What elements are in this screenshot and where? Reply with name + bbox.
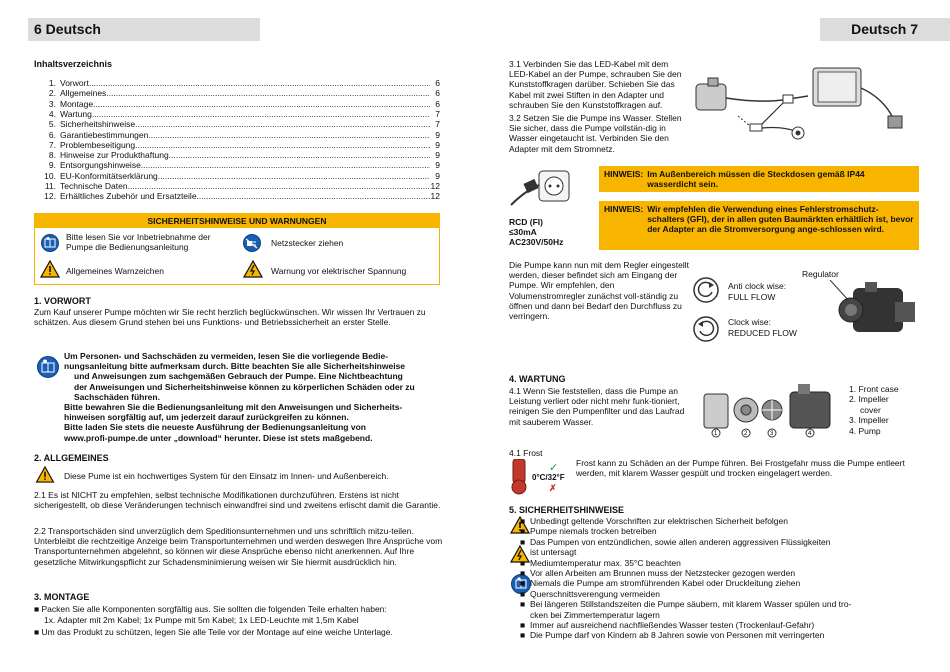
- parts-list-item: 4. Pump: [849, 425, 881, 436]
- bullet-icon: ■: [520, 588, 526, 599]
- bullet-icon: ■: [520, 630, 526, 641]
- bullet-icon: ■: [520, 578, 526, 589]
- toc-dots: [135, 140, 430, 150]
- toc-item: [38, 99, 440, 109]
- safety-list-text: Bei längeren Stillstandszeiten die Pumpe säubern, mit klarem Wasser spülen und tro-: [530, 599, 852, 610]
- cross-icon: ✗: [549, 483, 557, 493]
- page-header-right: Deutsch 7: [820, 18, 950, 41]
- toc-item-page: 9: [435, 170, 440, 181]
- regulator-label: Regulator: [802, 269, 839, 279]
- toc-item-label: Entsorgungshinweise: [60, 160, 141, 171]
- montage-heading: 3. MONTAGE: [34, 592, 90, 602]
- safety-list-item: [520, 610, 920, 620]
- hinweis-text: Im Außenbereich müssen die Steckdosen gemäß IP44 wasserdicht sein.: [647, 169, 865, 190]
- vorwort-bold-line: und Anweisungen zum sachgemäßen Gebrauch der Pumpe. Eine Nichtbeachtung: [74, 371, 403, 382]
- hinweis-box-2: [599, 201, 919, 250]
- toc-item-number: 9.: [48, 160, 56, 171]
- check-icon: ✓: [549, 462, 559, 474]
- toc-dots: [148, 130, 430, 140]
- toc-item-page: 7: [435, 108, 440, 119]
- toc-item-number: 10.: [44, 170, 56, 181]
- general-warning-icon: [35, 466, 55, 485]
- parts-list: [849, 384, 899, 436]
- toc-dots: [169, 150, 430, 160]
- vorwort-bold-line: www.profi-pumpe.de unter „download“ herunter. Diese ist stets maßgebend.: [64, 432, 373, 443]
- read-manual-text: Bitte lesen Sie vor Inbetriebnahme der Pumpe die Bedienungsanleitung: [66, 232, 211, 253]
- toc-item-label: Garantiebestimmungen: [60, 129, 149, 140]
- general-warning-text: Allgemeines Warnzeichen: [66, 266, 164, 276]
- frost-label: 4.1 Frost: [509, 448, 543, 458]
- allgemeines-p22: 2.2 Transportschäden sind unverzüglich dem Speditionsunternehmen und uns schriftlich mitzu-teilen. Unterbleibt die rechtzeitige Anzeige beim Transportunternehmen und werden deswegen Ihre Ansprüche vom Transportunternehmen abgelehnt, so können wir diese Ansprüche ebenso nicht anerkennen. Auf Ihre gesetzliche Mitwirkungspflicht zur Schadensminimierung weisen wir Sie hiermit ausdrücklich hin.: [34, 526, 443, 567]
- montage-p32: 3.2 Setzen Sie die Pumpe ins Wasser. Stellen Sie sicher, dass die Pumpe vollstän-dig in Wasser eingetaucht ist. Verbinden Sie den Adapter mit dem Stromnetz.: [509, 113, 682, 154]
- toc-dots: [93, 99, 430, 109]
- montage-p31: 3.1 Verbinden Sie das LED-Kabel mit dem LED-Kabel an der Pumpe, schrauben Sie den Kunststoffkragen darüber. Schieben Sie das Kabel mit zwei Stiften in den Adapter und schrauben Sie den Kunststoffkragen auf.: [509, 59, 682, 110]
- hinweis-key: HINWEIS:: [604, 169, 644, 179]
- electric-warning-text: Warnung vor elektrischer Spannung: [271, 266, 407, 276]
- safety-list-text: ist untersagt: [530, 547, 577, 558]
- safety-list-item: [520, 578, 920, 588]
- vorwort-heading: 1. VORWORT: [34, 296, 91, 306]
- toc-dots: [158, 171, 430, 181]
- safety-list-text: Pumpe niemals trocken betreiben: [530, 526, 657, 537]
- toc-item-number: 7.: [48, 139, 56, 150]
- safety-list-text: Immer auf ausreichend nachfließendes Wasser testen (Trockenlauf-Gefahr): [530, 620, 815, 630]
- safety-list-item: [520, 589, 920, 599]
- toc-dots: [92, 109, 430, 119]
- anti-clockwise-label: Anti clock wise:: [728, 281, 787, 291]
- toc-item: [38, 181, 440, 191]
- vorwort-bold-line: der Anweisungen und Sicherheitshinweise können zu körperlichen Schäden oder zu: [74, 381, 415, 392]
- bullet-icon: ■: [520, 557, 526, 568]
- toc-item-label: Montage: [60, 98, 94, 109]
- toc-item-label: EU-Konformitätserklärung: [60, 170, 158, 181]
- toc-item-label: Technische Daten: [60, 181, 128, 191]
- toc-item-page: 6: [435, 78, 440, 88]
- safety-list-text: Mediumtemperatur max. 35°C beachten: [530, 557, 681, 568]
- safety-list-item: [520, 599, 920, 609]
- toc-dots: [106, 88, 430, 98]
- safety-list-text: Niemals die Pumpe am stromführenden Kabel oder Druckleitung ziehen: [530, 578, 801, 589]
- safety-list-text: Die Pumpe darf von Kindern ab 8 Jahren sowie von Personen mit verringerten: [530, 630, 825, 641]
- toc-item: [38, 78, 440, 88]
- toc-dots: [197, 191, 430, 201]
- sicherheit-heading: 5. SICHERHEITSHINWEISE: [509, 505, 625, 515]
- toc-item-page: 6: [435, 98, 440, 109]
- frost-text: Frost kann zu Schäden an der Pumpe führen. Bei Frostgefahr muss die Pumpe entleert werden, mit klarem Wasser gespült und trocken eingelagert werden.: [576, 458, 905, 479]
- toc-item-page: 9: [435, 139, 440, 150]
- vorwort-bold-line: Bitte laden Sie stets die neueste Ausführung der Bedienungsanleitung von: [64, 422, 366, 433]
- electric-warning-icon: [243, 260, 263, 280]
- unplug-text: Netzstecker ziehen: [271, 238, 344, 248]
- toc-dots: [135, 119, 430, 129]
- hinweis-key: HINWEIS:: [604, 204, 644, 214]
- toc-item-number: 4.: [48, 108, 56, 119]
- bullet-icon: ■: [520, 536, 526, 547]
- toc-title: Inhaltsverzeichnis: [34, 59, 113, 69]
- vorwort-bold-line: Um Personen- und Sachschäden zu vermeiden, lesen Sie die vorliegende Bedie-: [64, 351, 389, 361]
- bullet-icon: ■: [520, 516, 526, 526]
- toc-item: [38, 109, 440, 119]
- rcd-label-3: AC230V/50Hz: [509, 237, 564, 248]
- assembly-illustration: [688, 58, 918, 158]
- allgemeines-warn-text: Diese Pume ist ein hochwertiges System für den Einsatz im Innen- und Außenbereich.: [64, 471, 389, 481]
- thermometer-icon: [510, 459, 528, 497]
- safety-list-item: [520, 526, 920, 536]
- anti-clockwise-value: FULL FLOW: [728, 292, 776, 302]
- toc-dots: [89, 78, 430, 88]
- toc-item: [38, 88, 440, 98]
- toc-item-number: 6.: [48, 129, 56, 140]
- safety-list-item: [520, 568, 920, 578]
- toc-item-label: Wartung: [60, 108, 92, 119]
- toc-item-page: 9: [435, 160, 440, 171]
- safety-list-text: cken bei Zimmertemperatur lagern: [530, 609, 660, 620]
- toc-item-label: Problembeseitigung: [60, 139, 136, 150]
- vorwort-text: Zum Kauf unserer Pumpe möchten wir Sie recht herzlich beglückwünschen. Wir wissen Ihr Vertrauen zu schätzen. Aus diesem Grund stehen bei uns Funktions- und Betriebssicherheit an erster Stelle.: [34, 307, 426, 328]
- toc-item: [38, 119, 440, 129]
- read-manual-icon: [37, 356, 59, 378]
- toc-item: [38, 140, 440, 150]
- toc-item-page: 7: [435, 119, 440, 130]
- vorwort-bold-text: [64, 351, 444, 443]
- toc-item-number: 2.: [48, 88, 56, 99]
- toc-item: [38, 171, 440, 181]
- parts-list-item: 1. Front case: [849, 384, 899, 394]
- svg-text:2: 2: [744, 431, 748, 437]
- wartung-p41: 4.1 Wenn Sie feststellen, dass die Pumpe an Leistung verliert oder nicht mehr funk-tioniert, reinigen Sie den Pumpenfilter und das Laufrad mit sauberem Wasser.: [509, 386, 685, 427]
- safety-list-text: Das Pumpen von entzündlichen, sowie allen anderen aggressiven Flüssigkeiten: [530, 536, 831, 547]
- toc-item-page: 9: [435, 150, 440, 161]
- svg-text:3: 3: [770, 431, 774, 437]
- toc-item: [38, 150, 440, 160]
- unplug-icon: [243, 234, 261, 252]
- vorwort-bold-line: Bitte bewahren Sie die Bedienungsanleitung mit den Anweisungen und Sicherheits-: [64, 402, 403, 413]
- montage-bullet-1-sub: 1x. Adapter mit 2m Kabel; 1x Pumpe mit 5m Kabel; 1x LED-Leuchte mit 1,5m Kabel: [44, 615, 359, 625]
- safety-list-item: [520, 620, 920, 630]
- safety-list-text: Vor allen Arbeiten am Brunnen muss der Netzstecker gezogen werden: [530, 568, 796, 578]
- safety-list-item: [520, 547, 920, 557]
- vorwort-bold-line: hinweisen sorgfältig auf, um jederzeit darauf zurückgreifen zu können.: [64, 412, 349, 423]
- safety-list-item: [520, 630, 920, 640]
- rcd-illustration: [509, 165, 594, 250]
- allgemeines-heading: 2. ALLGEMEINES: [34, 453, 109, 463]
- regler-text: Die Pumpe kann nun mit dem Regler eingestellt werden, dieser befindet sich am Eingang der Pumpe. Wir empfehlen, den Volumenstromregler zunächst voll-ständig zu öffnen und dann bei Bedarf den Durchfluss zu verringern.: [509, 260, 690, 321]
- toc-dots: [128, 181, 430, 191]
- safety-box: [34, 213, 440, 285]
- toc-item-number: 5.: [48, 119, 56, 130]
- toc-item: [38, 160, 440, 170]
- counterclockwise-icon: [692, 276, 720, 306]
- safety-list-item: [520, 558, 920, 568]
- bullet-icon: ■: [520, 599, 526, 610]
- general-warning-icon: [40, 260, 60, 280]
- toc-item-number: 12.: [44, 191, 56, 202]
- clockwise-icon: [692, 315, 720, 345]
- allgemeines-p21: 2.1 Es ist NICHT zu empfehlen, selbst technische Modifikationen durchzuführen. Erstens ist nicht sicherigestellt, ob diese Veränderungen technisch einwandfrei sind und zweitens erlischt damit die Garantie.: [34, 490, 441, 511]
- toc-item-page: 12: [430, 191, 440, 202]
- vorwort-bold-line: nungsanleitung bitte aufmerksam durch. Bitte beachten Sie alle Sicherheitshinweise: [64, 361, 406, 372]
- toc-item-label: Sicherheitshinweise: [60, 119, 136, 130]
- bullet-icon: ■: [520, 526, 526, 537]
- montage-bullet-1: ■ Packen Sie alle Komponenten sorgfältig aus. Sie sollten die folgenden Teile erhalten haben:: [34, 604, 387, 614]
- svg-text:4: 4: [808, 431, 812, 437]
- safety-list-item: [520, 537, 920, 547]
- pump-parts-illustration: [700, 380, 842, 444]
- bullet-icon: ■: [520, 620, 526, 630]
- frost-temp: 0°C/32°F: [532, 473, 565, 482]
- toc-item-page: 6: [435, 88, 440, 99]
- wartung-heading: 4. WARTUNG: [509, 374, 566, 384]
- parts-list-item: cover: [860, 404, 881, 415]
- vorwort-bold-line: Sachschäden führen.: [74, 391, 160, 402]
- toc-item-label: Allgemeines: [60, 88, 107, 99]
- parts-list-item: 3. Impeller: [849, 415, 889, 426]
- toc-item-number: 11.: [44, 181, 56, 191]
- toc-item-label: Erhältliches Zubehör und Ersatzteile: [60, 191, 197, 202]
- safety-list-text: Querschnittsverengung vermeiden: [530, 588, 660, 599]
- toc-item-page: 9: [435, 129, 440, 140]
- hinweis-box-1: [599, 166, 919, 192]
- toc-item-page: 12: [430, 181, 440, 191]
- toc-dots: [141, 160, 430, 170]
- toc-item: [38, 191, 440, 201]
- safety-list-item: [520, 516, 920, 526]
- toc-item-number: 1.: [48, 78, 56, 88]
- clockwise-label: Clock wise:: [728, 317, 771, 327]
- read-manual-icon: [41, 234, 59, 252]
- toc-item-number: 3.: [48, 98, 56, 109]
- clockwise-value: REDUCED FLOW: [728, 328, 797, 338]
- safety-box-title: SICHERHEITSHINWEISE UND WARNUNGEN: [35, 214, 439, 228]
- toc-item-label: Hinweise zur Produkthaftung: [60, 150, 169, 161]
- safety-list-text: Unbedingt geltende Vorschriften zur elektrischen Sicherheit befolgen: [530, 516, 788, 526]
- pump-illustration: [825, 280, 920, 342]
- rcd-label-2: ≤30mA: [509, 227, 537, 238]
- hinweis-text: Wir empfehlen die Verwendung eines Fehlerstromschutz-schalters (GFI), der in allen guten Baumärkten erhältlich ist, bevor der Adapter an die Stromversorgung ange-schlossen wird.: [647, 204, 914, 235]
- bullet-icon: ■: [520, 568, 526, 578]
- parts-list-item: 2. Impeller: [849, 394, 889, 405]
- toc-item: [38, 130, 440, 140]
- page-header-left: 6 Deutsch: [28, 18, 260, 41]
- svg-text:1: 1: [714, 431, 718, 437]
- toc-item-number: 8.: [48, 150, 56, 161]
- rcd-label-1: RCD (FI): [509, 217, 543, 228]
- montage-bullet-2: ■ Um das Produkt zu schützen, legen Sie alle Teile vor der Montage auf eine weiche Unterlage.: [34, 627, 393, 637]
- toc-item-label: Vorwort: [60, 78, 89, 88]
